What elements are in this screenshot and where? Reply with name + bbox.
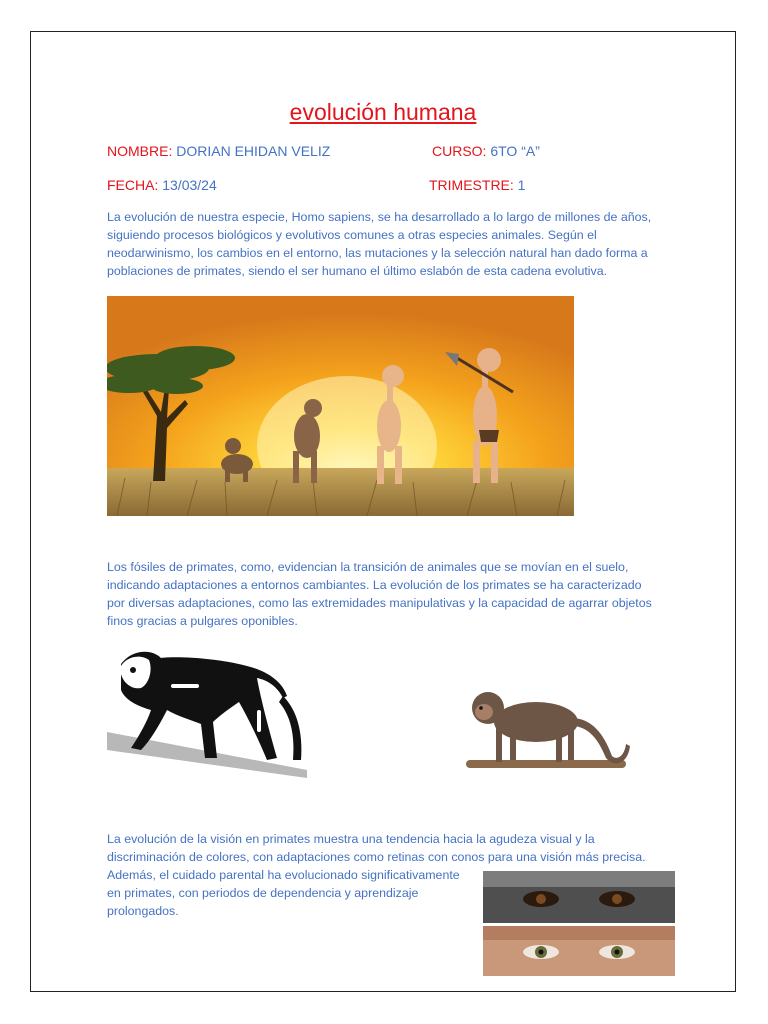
trimestre-value: 1 [517, 177, 526, 193]
nombre-value: DORIAN EHIDAN VELIZ [176, 143, 331, 159]
vision-line: La evolución de la visión en primates muestra una tendencia hacia la agudeza visual y la [107, 832, 595, 846]
intro-line: siguiendo procesos biológicos y evolutivos comunes a otras especies animales. Según el [107, 228, 597, 242]
vision-line: prolongados. [107, 904, 179, 918]
trimestre-field [429, 177, 525, 193]
primate-eyes-photo [483, 871, 675, 923]
fossils-line: finos gracias a pulgares oponibles. [107, 614, 298, 628]
fossils-line: por diversas adaptaciones, como las extremidades manipulativas y la capacidad de agarrar objetos [107, 596, 652, 610]
nombre-label: NOMBRE: [107, 143, 173, 159]
vision-line: en primates, con periodos de dependencia y aprendizaje [107, 886, 419, 900]
intro-line: La evolución de nuestra especie, Homo sapiens, se ha desarrollado a lo largo de millones de años, [107, 210, 652, 224]
document-page [30, 31, 736, 992]
curso-label: CURSO: [432, 143, 487, 159]
trimestre-label: TRIMESTRE: [429, 177, 514, 193]
fossils-line: indicando adaptaciones a entornos cambiantes. La evolución de los primates se ha caracterizado [107, 578, 642, 592]
curso-value: 6TO “A” [490, 143, 540, 159]
vision-line: discriminación de colores, con adaptaciones como retinas con conos para una visión más precisa. [107, 850, 646, 864]
intro-line: poblaciones de primates, siendo el ser humano el último eslabón de esta cadena evolutiva. [107, 264, 608, 278]
fossils-paragraph [107, 558, 652, 630]
fecha-label: FECHA: [107, 177, 159, 193]
curso-field [432, 143, 540, 159]
nombre-field [107, 143, 330, 159]
intro-line: neodarwinismo, los cambios en el entorno, las mutaciones y la selección natural han dado forma a [107, 246, 648, 260]
primate-photo [466, 660, 631, 778]
page-title: evolución humana [289, 99, 477, 125]
human-eyes-photo [483, 926, 675, 976]
fossils-line: Los fósiles de primates, como, evidencian la transición de animales que se movían en el suelo, [107, 560, 629, 574]
intro-paragraph [107, 208, 651, 280]
fecha-field [107, 177, 217, 193]
vision-line: Además, el cuidado parental ha evolucionado significativamente [107, 868, 460, 882]
fecha-value: 13/03/24 [162, 177, 217, 193]
primate-skeleton-illustration [107, 640, 307, 778]
human-evolution-illustration [107, 296, 574, 516]
